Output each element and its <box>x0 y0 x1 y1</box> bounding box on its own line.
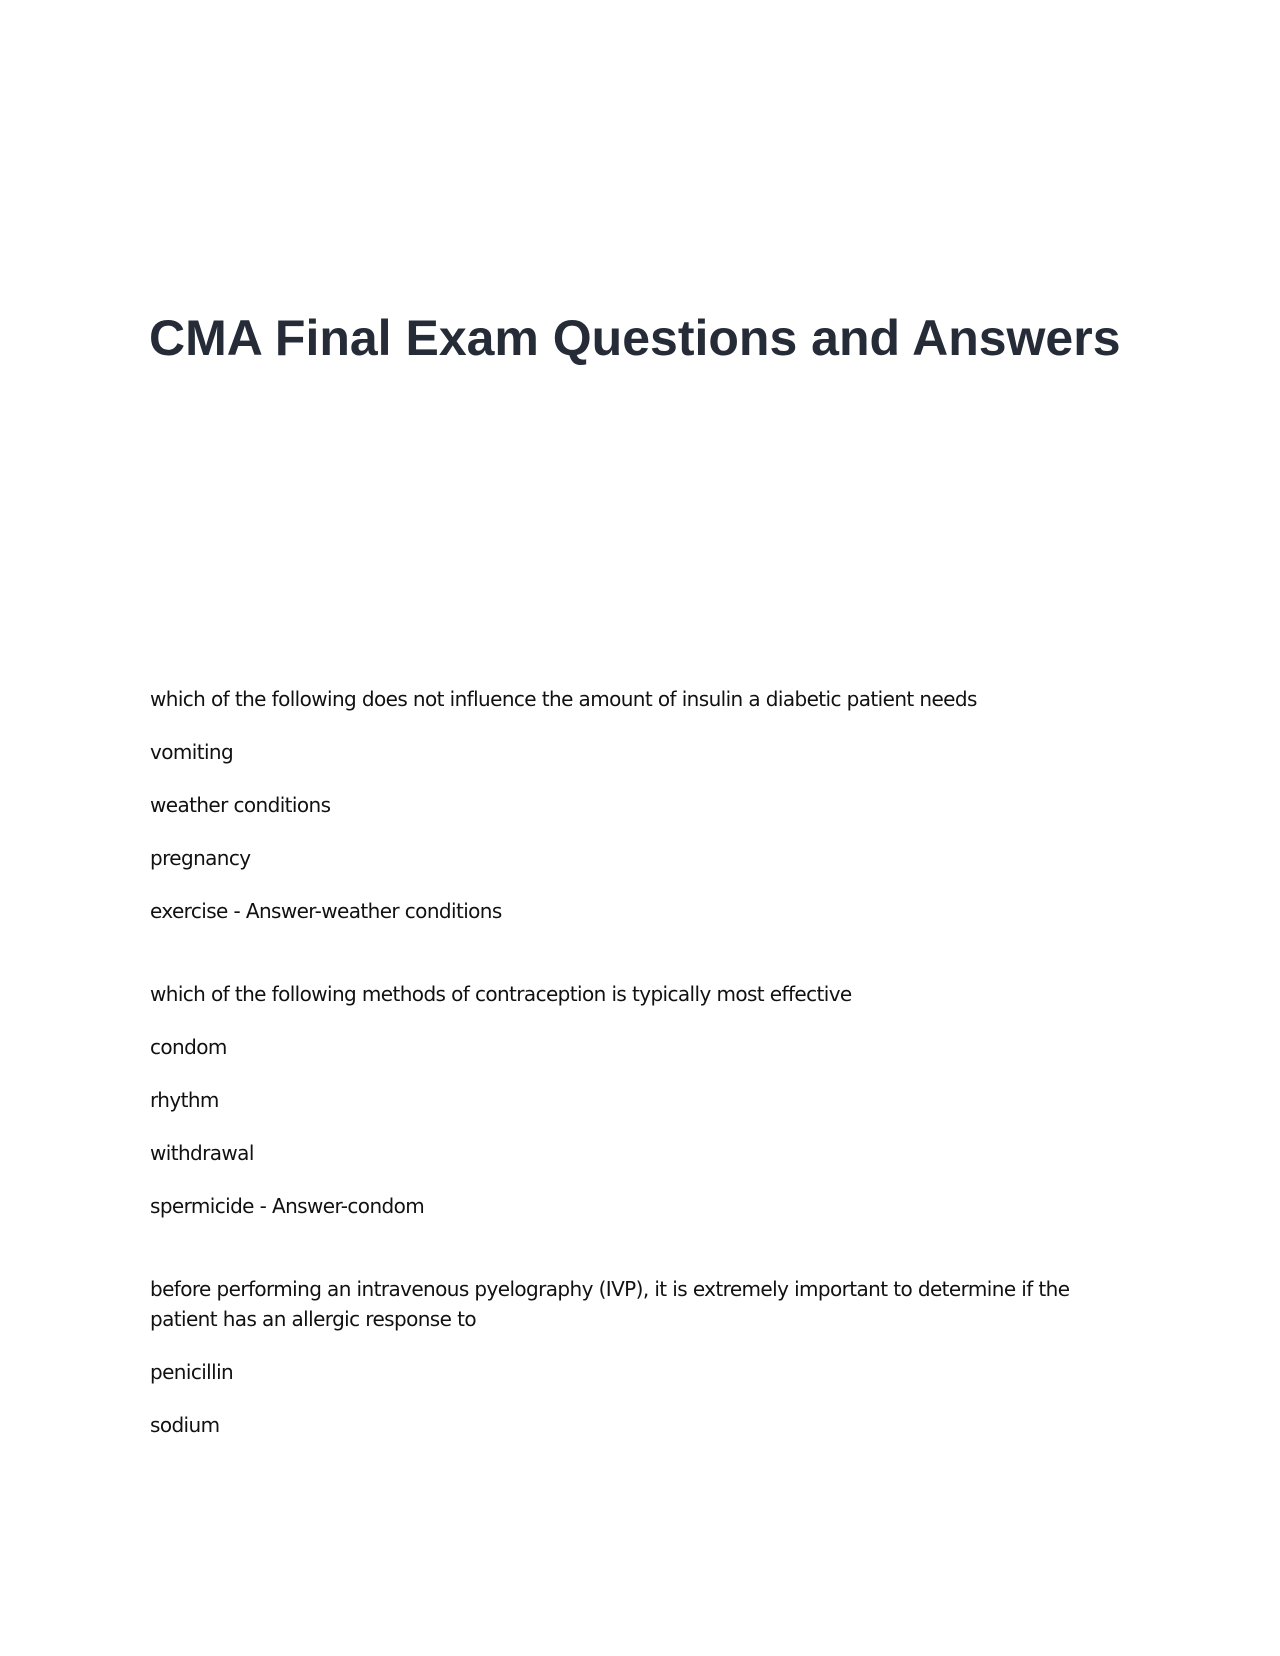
question-option-with-answer: spermicide - Answer-condom <box>150 1194 425 1218</box>
question-option: penicillin <box>150 1360 234 1384</box>
question-prompt: which of the following does not influence the amount of insulin a diabetic patient needs <box>150 687 977 711</box>
question-option: weather conditions <box>150 793 331 817</box>
question-option: pregnancy <box>150 846 251 870</box>
question-option: withdrawal <box>150 1141 254 1165</box>
question-prompt: before performing an intravenous pyelography (IVP), it is extremely important to determine if the patient has an allergic response to <box>150 1277 1070 1331</box>
question-option: sodium <box>150 1413 220 1437</box>
question-block-1 <box>150 684 1090 926</box>
question-block-2 <box>150 979 1090 1221</box>
page-title: CMA Final Exam Questions and Answers <box>149 310 1121 366</box>
question-option: rhythm <box>150 1088 219 1112</box>
question-prompt: which of the following methods of contraception is typically most effective <box>150 982 852 1006</box>
question-block-3 <box>150 1274 1090 1440</box>
question-option-with-answer: exercise - Answer-weather conditions <box>150 899 502 923</box>
question-option: condom <box>150 1035 227 1059</box>
question-option: vomiting <box>150 740 234 764</box>
question-list <box>150 684 1090 1493</box>
